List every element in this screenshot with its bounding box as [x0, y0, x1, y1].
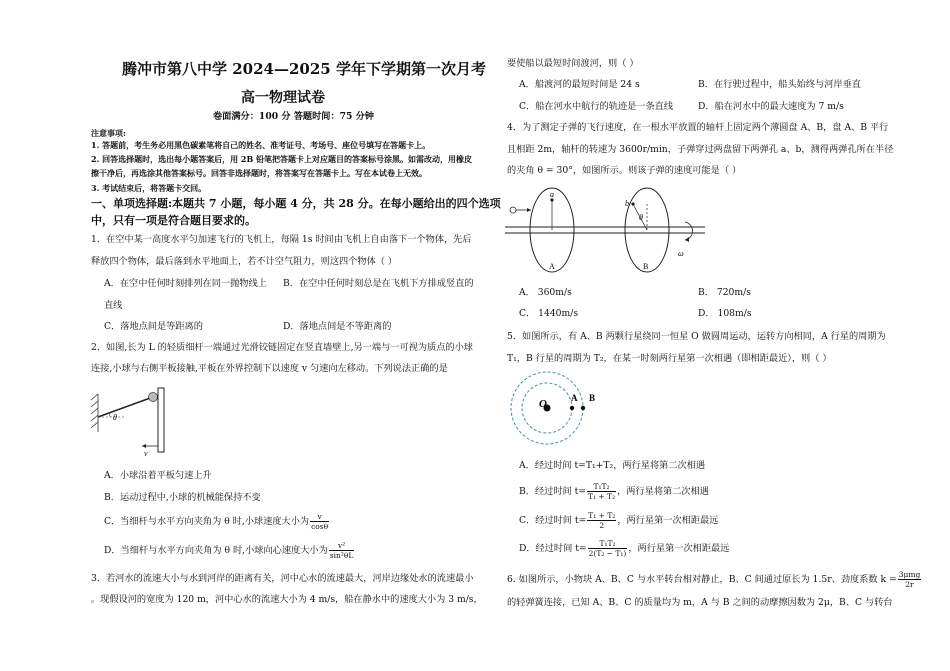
planet-b — [581, 406, 585, 410]
q1-option-c: C．落地点间是等距离的 — [104, 321, 203, 332]
plate — [158, 388, 164, 452]
q2-stem-cont: 连接,小球与右侧平板接触,平板在外界控制下以速度 v 匀速向左移动。下列说法正确的是 — [91, 363, 448, 374]
notes-heading: 注意事项: — [91, 128, 126, 138]
q4-stem-cont: 且相距 2m，轴杆的转速为 3600r/min，子弹穿过两盘留下两弹孔 a、b，测得两弹孔所在半径 — [507, 144, 894, 155]
q3-stem: 3．若河水的流速大小与水到河岸的距离有关，河中心水的流速最大，河岸边缘处水的流速最小 — [91, 573, 474, 584]
q1-option-a: A．在空中任何时刻排列在同一抛物线上 — [104, 278, 267, 289]
disk-b-label: B — [643, 262, 649, 271]
hole-a-label: a — [550, 190, 554, 199]
q5-stem: 5．如图所示，有 A、B 两颗行星绕同一恒星 O 做圆周运动，运转方向相同，A 行星的周期为 — [507, 331, 886, 342]
theta-label: θ — [113, 413, 117, 422]
fraction: $\frac{\text{3μmg}}{2r}$ — [898, 570, 921, 589]
q1-stem-cont: 释放四个物体，最后落到水平地面上，若不计空气阻力，则这四个物体（ ） — [91, 256, 398, 267]
fraction: $\frac{\text{T₁ + T₂}}{2}$ — [588, 511, 616, 530]
planet-a — [570, 406, 574, 410]
exam-title: 腾冲市第八中学 2024—2025 学年下学期第一次月考 — [122, 60, 486, 78]
q3-option-a: A．船渡河的最短时间是 24 s — [519, 79, 640, 90]
q2-option-d: D．当细杆与水平方向夹角为 θ 时,小球向心速度大小为 $\frac{\text{v²}}{\text{sin²θL}}$ — [104, 541, 354, 560]
section1-heading-cont: 中，只有一项是符合题目要求的。 — [91, 214, 256, 227]
q4-option-d: D． 108m/s — [698, 308, 752, 319]
q2-option-b: B．运动过程中,小球的机械能保持不变 — [104, 492, 261, 503]
q5-stem-cont: T₁，B 行星的周期为 T₂，在某一时刻两行星第一次相遇（即相距最近），则（ ） — [507, 353, 832, 364]
planet-b-label: B — [589, 393, 596, 403]
q1-stem: 1．在空中某一高度水平匀加速飞行的飞机上，每隔 1s 时间由飞机上自由落下一个物体，先后 — [91, 234, 472, 245]
q4-figure — [505, 186, 710, 276]
q5-option-b: B．经过时间 t= $\frac{\text{T₁T₂}}{\text{T₁ + T₂}}$ ，两行星将第二次相遇 — [519, 482, 709, 501]
note-2: 2. 回答选择题时，选出每小题答案后，用 2B 铅笔把答题卡上对应题目的答案标号涂黑。如需改动，用橡皮 — [91, 154, 473, 164]
q4-stem-cont2: 的夹角 θ = 30°，如图所示。则该子弹的速度可能是（ ） — [507, 165, 742, 176]
q5-option-d: D．经过时间 t= $\frac{\text{T₁T₂}}{\text{2(T₂ − T₁)}}$ ，两行星第一次相距最远 — [519, 539, 730, 558]
disk-a-label: A — [549, 262, 555, 271]
q2-stem: 2．如图,长为 L 的轻质细杆一端通过光滑铰链固定在竖直墙壁上,另一端与一可视为质点的小球 — [91, 342, 473, 353]
q5-figure — [505, 370, 605, 450]
star-o-label: O — [539, 398, 547, 410]
rod — [98, 397, 153, 417]
q5-option-a: A．经过时间 t=T₁+T₂，两行星将第二次相遇 — [519, 460, 706, 471]
fraction: $\frac{\text{T₁T₂}}{\text{2(T₂ − T₁)}}$ — [588, 539, 627, 558]
fraction: $\frac{\text{T₁T₂}}{\text{T₁ + T₂}}$ — [588, 482, 616, 501]
q3-stem-cont: 。现假设河的宽度为 120 m，河中心水的流速大小为 4 m/s，船在静水中的速度大小为 3 m/s， — [91, 594, 483, 605]
note-2-cont: 擦干净后，再选涂其他答案标号。回答非选择题时，将答案写在答题卡上。写在本试卷上无效。 — [91, 168, 427, 178]
q3-stem-cont2: 要使船以最短时间渡河，则（ ） — [507, 58, 639, 69]
v-label: v — [144, 449, 148, 458]
wall-hatching — [91, 394, 98, 432]
hole-b-label: b — [625, 199, 629, 208]
q4-option-c: C． 1440m/s — [519, 308, 579, 319]
exam-subtitle: 高一物理试卷 — [241, 90, 325, 106]
q2-figure — [88, 384, 178, 460]
q1-option-b: B．在空中任何时刻总是在飞机下方排成竖直的 — [283, 278, 474, 289]
q4-option-a: A． 360m/s — [519, 287, 572, 298]
q4-stem: 4．为了测定子弹的飞行速度，在一根水平放置的轴杆上固定两个薄圆盘 A、B，盘 A、B 平行 — [507, 122, 889, 133]
ball — [149, 393, 158, 402]
fraction: $\frac{\text{v²}}{\text{sin²θL}}$ — [329, 541, 354, 560]
q4-option-b: B． 720m/s — [698, 287, 751, 298]
bullet — [510, 207, 516, 213]
q5-option-c: C．经过时间 t= $\frac{\text{T₁ + T₂}}{2}$ ，两行星第一次相距最远 — [519, 511, 719, 530]
q2-option-c: C．当细杆与水平方向夹角为 θ 时,小球速度大小为 $\frac{v}{\cos\theta}$ — [104, 512, 329, 531]
q3-option-c: C．船在河水中航行的轨迹是一条直线 — [519, 101, 674, 112]
fraction: $\frac{v}{\cos\theta}$ — [311, 512, 329, 531]
section1-heading: 一、单项选择题:本题共 7 小题，每小题 4 分，共 28 分。在每小题给出的四个选项 — [91, 197, 501, 210]
q2-option-a: A．小球沿着平板匀速上升 — [104, 470, 212, 481]
planet-a-label: A — [571, 393, 578, 403]
exam-meta: 卷面满分：100 分 答题时间：75 分钟 — [213, 111, 374, 122]
q6-stem: 6. 如图所示，小物块 A、B、C 与水平转台相对静止，B、C 间通过原长为 1.5r、劲度系数 k = $\frac{\text{3μmg}}{2r}$ — [507, 570, 921, 589]
q3-option-d: D．船在河水中的最大速度为 7 m/s — [698, 101, 844, 112]
note-1: 1. 答题前，考生务必用黑色碳素笔将自己的姓名、准考证号、考场号、座位号填写在答题卡上。 — [91, 140, 431, 150]
q6-stem-cont: 的轻弹簧连接，已知 A、B、C 的质量均为 m，A 与 B 之间的动摩擦因数为 2μ，B、C 与转台 — [507, 597, 893, 608]
omega-label: ω — [678, 249, 684, 258]
q1-option-d: D．落地点间是不等距离的 — [283, 321, 392, 332]
note-3: 3. 考试结束后，将答题卡交回。 — [91, 183, 207, 193]
theta-label: θ — [639, 213, 643, 222]
q3-option-b: B．在行驶过程中，船头始终与河岸垂直 — [698, 79, 861, 90]
q1-option-b-cont: 直线 — [104, 300, 123, 311]
